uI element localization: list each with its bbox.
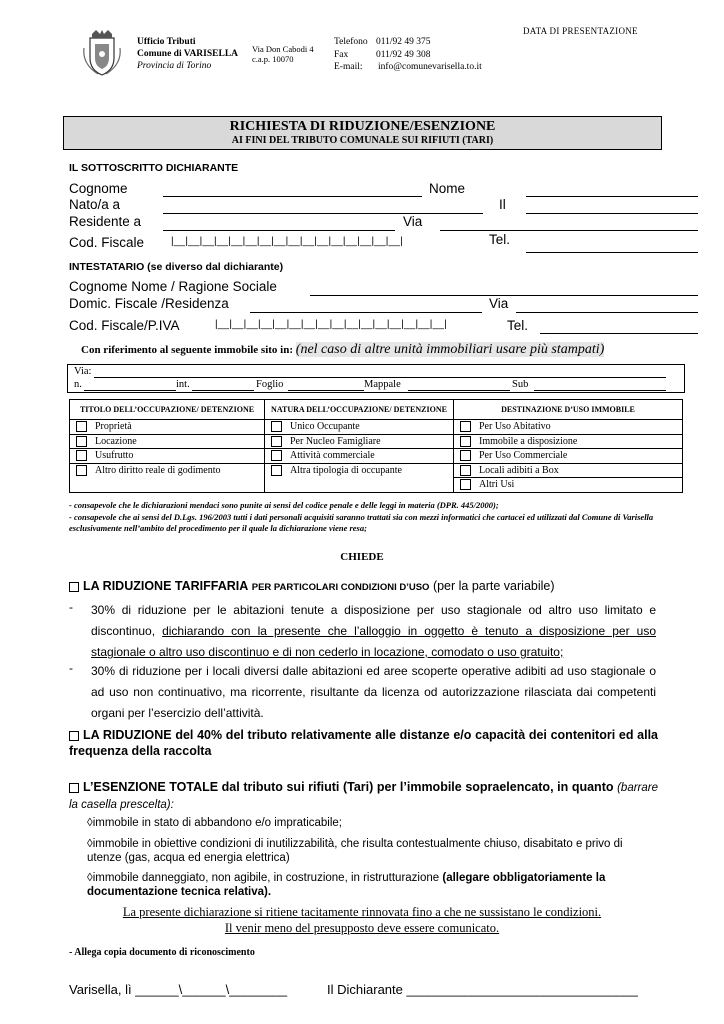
name-field[interactable]: [526, 196, 698, 197]
distance-reduction-checkbox[interactable]: [69, 731, 79, 741]
checkbox[interactable]: [271, 436, 282, 447]
street-label: Via: [403, 214, 423, 229]
form-subtitle: AI FINI DEL TRIBUTO COMUNALE SUI RIFIUTI (TARI): [231, 135, 494, 146]
tariff-reduction-item-2: 30% di riduzione per i locali diversi dalle abitazioni ed aree scoperte operative adibiti ad uso stagionale o ad uso non continuativo, ma ricorrente, risultante da licenza od autorizzazione rilasciata dai competenti organi per l’esercizio dell’attività.: [91, 664, 656, 720]
tariff-reduction-checkbox[interactable]: [69, 582, 79, 592]
holder-phone-field[interactable]: [540, 333, 698, 334]
phone-field[interactable]: [526, 252, 698, 253]
checkbox[interactable]: [76, 421, 87, 432]
holder-street-label: Via: [489, 296, 509, 311]
province-name: Provincia di Torino: [137, 61, 212, 71]
option-family[interactable]: Per Nucleo Famigliare: [265, 435, 453, 450]
exemption-item-2[interactable]: ◊immobile in obiettive condizioni di inutilizzabilità, che risulta contestualmente chiuso, disabitato e privo di utenze (gas, acqua ed energia elettrica): [87, 838, 623, 864]
property-location-box: [67, 364, 685, 393]
phone-label: Telefono: [334, 37, 368, 47]
surname-label: Cognome: [69, 181, 128, 196]
property-foglio-field[interactable]: [288, 390, 364, 391]
distance-reduction-option[interactable]: LA RIDUZIONE del 40% del tributo relativamente alle distanze e/o capacità dei contenitori ed alla frequenza della raccolta: [69, 728, 658, 758]
property-int-field[interactable]: [192, 390, 254, 391]
office-zip: c.a.p. 10070: [252, 54, 294, 64]
tariff-reduction-subtitle: PER PARTICOLARI CONDIZIONI D’USO: [251, 582, 430, 593]
residence-field[interactable]: [163, 230, 395, 231]
checkbox[interactable]: [460, 479, 471, 490]
table-header-destination: DESTINAZIONE D’USO IMMOBILE: [454, 400, 683, 420]
checkbox[interactable]: [271, 450, 282, 461]
street-field[interactable]: [440, 230, 698, 231]
presentation-date-label: DATA DI PRESENTAZIONE: [523, 26, 638, 36]
email-value: info@comunevarisella.to.it: [378, 62, 482, 72]
exemption-item-3[interactable]: ◊immobile danneggiato, non agibile, in costruzione, in ristrutturazione (allegare obbligatoriamente la documentazione tecnica relativa).: [87, 872, 606, 898]
checkbox[interactable]: [460, 421, 471, 432]
birthdate-field[interactable]: [526, 213, 698, 214]
table-header-nature: NATURA DELL’OCCUPAZIONE/ DETENZIONE: [265, 400, 454, 420]
phone-field-label: Tel.: [489, 232, 511, 247]
option-ownership[interactable]: Proprietà: [70, 420, 264, 435]
property-via-label: Via:: [74, 366, 92, 377]
awareness-privacy: - consapevole che ai sensi del D.Lgs. 196/2003 tutti i dati personali acquisiti saranno trattati sia con mezzi informatici che cartacei ed utilizzati dal Comune di Varisella esclusivamente nell’ambito del procedimento per il quale la dichiarazione viene resa;: [69, 511, 654, 533]
checkbox[interactable]: [76, 450, 87, 461]
option-residential-use[interactable]: Per Uso Abitativo: [454, 420, 682, 435]
property-intro-note: (nel caso di altre unità immobiliari usare più stampati): [295, 342, 605, 357]
option-single-occupant[interactable]: Unico Occupante: [265, 420, 453, 435]
property-via-field[interactable]: [94, 377, 666, 378]
option-garage[interactable]: Locali adibiti a Box: [454, 464, 682, 479]
occupancy-table: [69, 399, 683, 493]
total-exemption-option[interactable]: L’ESENZIONE TOTALE dal tributo sui rifiuti (Tari) per l’immobile sopraelencato, in quanto (barrare la casella prescelta):: [69, 780, 658, 811]
request-heading: CHIEDE: [340, 551, 384, 563]
holder-domicile-field[interactable]: [250, 312, 482, 313]
diamond-icon: ◊: [87, 817, 93, 829]
tariff-reduction-title: LA RIDUZIONE TARIFFARIA: [83, 579, 249, 593]
holder-domicile-label: Domic. Fiscale /Residenza: [69, 296, 229, 311]
property-foglio-label: Foglio: [256, 379, 284, 390]
place-date-field[interactable]: Varisella, lì ______\______\________: [69, 982, 288, 997]
exemption-item-1[interactable]: ◊immobile in stato di abbandono e/o impraticabile;: [87, 817, 342, 829]
table-header-title: TITOLO DELL’OCCUPAZIONE/ DETENZIONE: [70, 400, 265, 420]
signature-field[interactable]: Il Dichiarante ________________________________: [327, 982, 638, 997]
checkbox[interactable]: [460, 436, 471, 447]
property-sub-field[interactable]: [534, 390, 666, 391]
checkbox[interactable]: [76, 436, 87, 447]
form-title: RICHIESTA DI RIDUZIONE/ESENZIONE: [229, 119, 496, 134]
holder-name-label: Cognome Nome / Ragione Sociale: [69, 279, 277, 294]
office-street: Via Don Cabodi 4: [252, 44, 314, 54]
property-sub-label: Sub: [512, 379, 529, 390]
birthplace-field[interactable]: [163, 213, 483, 214]
surname-field[interactable]: [163, 196, 422, 197]
fax-label: Fax: [334, 49, 349, 60]
diamond-icon: ◊: [87, 872, 93, 884]
property-mappale-label: Mappale: [364, 379, 401, 390]
awareness-penal: - consapevole che le dichiarazioni mendaci sono punite ai sensi del codice penale e delle leggi in materia (DPR. 445/2000);: [69, 500, 499, 510]
renewal-line-2: Il venir meno del presupposto deve essere comunicato.: [224, 921, 500, 935]
coat-of-arms-logo: [80, 28, 124, 78]
office-name: Ufficio Tributi: [137, 37, 196, 47]
attachment-note: - Allega copia documento di riconoscimento: [69, 947, 255, 958]
holder-section-note: (se diverso dal dichiarante): [147, 261, 284, 273]
checkbox[interactable]: [460, 450, 471, 461]
municipality-name: Comune di VARISELLA: [137, 49, 239, 59]
property-number-label: n.: [74, 379, 82, 390]
holder-section-title: INTESTATARIO: [69, 261, 145, 273]
declarant-section-title: IL SOTTOSCRITTO DICHIARANTE: [69, 162, 239, 174]
checkbox[interactable]: [76, 465, 87, 476]
email-label: E-mail:: [334, 62, 363, 72]
title-banner: [63, 116, 662, 150]
holder-tax-code-label: Cod. Fiscale/P.IVA: [69, 318, 180, 333]
tariff-reduction-item-1: 30% di riduzione per le abitazioni tenute a disposizione per uso stagionale od altro uso limitato e discontinuo, dichiarando con la presente che l’alloggio in oggetto è tenuto a disposizione per uso stagionale o altro uso discontinuo e di non cederlo in locazione, comodato o uso gratuito;: [91, 603, 656, 659]
fax-value: 011/92 49 308: [376, 49, 431, 60]
name-label: Nome: [429, 181, 466, 196]
property-number-field[interactable]: [84, 390, 176, 391]
birthplace-label: Nato/a a: [69, 197, 121, 212]
option-lease[interactable]: Locazione: [70, 435, 264, 450]
holder-phone-label: Tel.: [507, 318, 529, 333]
option-commercial-activity[interactable]: Attività commerciale: [265, 449, 453, 464]
holder-street-field[interactable]: [516, 312, 698, 313]
tax-code-label: Cod. Fiscale: [69, 235, 145, 250]
property-intro: Con riferimento al seguente immobile sito in:: [81, 344, 294, 356]
total-exemption-checkbox[interactable]: [69, 783, 79, 793]
birthdate-label: Il: [499, 197, 506, 212]
tax-code-boxes[interactable]: |__|__|__|__|__|__|__|__|__|__|__|__|__|__|__|__|: [171, 236, 403, 247]
checkbox[interactable]: [271, 421, 282, 432]
option-usufruct[interactable]: Usufrutto: [70, 449, 264, 464]
property-int-label: int.: [176, 379, 190, 390]
option-commercial-use[interactable]: Per Uso Commerciale: [454, 449, 682, 464]
renewal-line-1: La presente dichiarazione si ritiene tacitamente rinnovata fino a che ne sussistano le condizioni.: [122, 905, 602, 919]
residence-label: Residente a: [69, 214, 142, 229]
diamond-icon: ◊: [87, 838, 93, 850]
option-available-property[interactable]: Immobile a disposizione: [454, 435, 682, 450]
checkbox[interactable]: [460, 465, 471, 476]
checkbox[interactable]: [271, 465, 282, 476]
option-other-occupant[interactable]: Altra tipologia di occupante: [265, 464, 453, 478]
option-other-right[interactable]: Altro diritto reale di godimento: [70, 464, 264, 478]
option-other-uses[interactable]: Altri Usi: [454, 478, 682, 492]
phone-value: 011/92 49 375: [376, 37, 431, 47]
property-mappale-field[interactable]: [408, 390, 510, 391]
holder-tax-code-boxes[interactable]: |__|__|__|__|__|__|__|__|__|__|__|__|__|__|__|__|: [215, 319, 447, 330]
tariff-reduction-note: (per la parte variabile): [432, 579, 555, 593]
